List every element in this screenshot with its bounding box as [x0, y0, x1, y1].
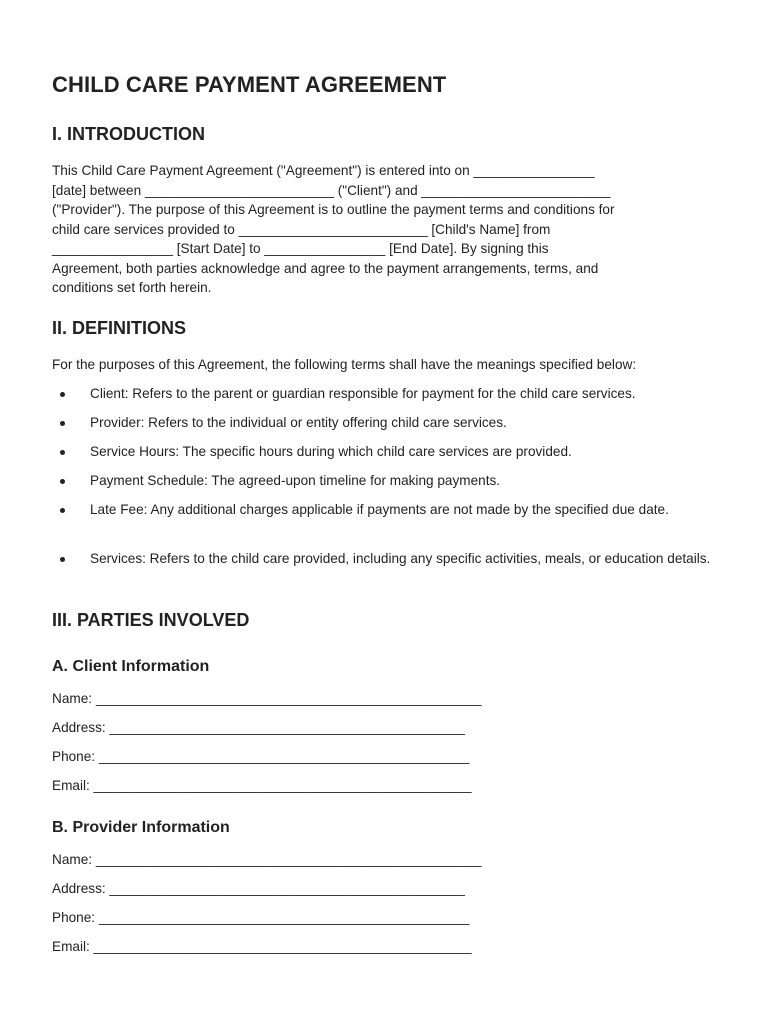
bullet-icon: [60, 557, 65, 562]
client-info-heading: A. Client Information: [52, 658, 210, 675]
client-email-field[interactable]: Email: __________________________________________________: [52, 778, 472, 793]
definition-text: Client: Refers to the parent or guardian responsible for payment for the child care services.: [90, 386, 636, 401]
introduction-line: child care services provided to _________________________ [Child's Name] from: [52, 221, 551, 237]
definition-text: Services: Refers to the child care provided, including any specific activities, meals, or education details.: [90, 551, 711, 566]
parties-heading: III. PARTIES INVOLVED: [52, 610, 250, 630]
client-phone-field[interactable]: Phone: _________________________________________________: [52, 749, 470, 764]
introduction-line: ________________ [Start Date] to ________________ [End Date]. By signing this: [52, 241, 549, 256]
provider-name-field[interactable]: Name: ___________________________________________________: [52, 852, 482, 867]
introduction-heading: I. INTRODUCTION: [52, 124, 205, 144]
bullet-icon: [60, 392, 65, 397]
bullet-icon: [60, 479, 65, 484]
provider-email-field[interactable]: Email: __________________________________________________: [52, 939, 472, 954]
introduction-paragraph: [52, 161, 615, 298]
introduction-line: ("Provider"). The purpose of this Agreement is to outline the payment terms and conditions for: [52, 202, 615, 217]
provider-phone-field[interactable]: Phone: _________________________________________________: [52, 910, 470, 925]
bullet-icon: [60, 508, 65, 513]
definitions-heading: II. DEFINITIONS: [52, 318, 187, 338]
definition-text: Provider: Refers to the individual or entity offering child care services.: [90, 415, 507, 430]
client-name-field[interactable]: Name: ___________________________________________________: [52, 691, 482, 706]
bullet-icon: [60, 421, 65, 426]
provider-info-heading: B. Provider Information: [52, 819, 230, 836]
definition-text: Service Hours: The specific hours during which child care services are provided.: [90, 444, 572, 459]
provider-address-field[interactable]: Address: _______________________________________________: [52, 881, 465, 896]
introduction-line: This Child Care Payment Agreement ("Agreement") is entered into on ________________: [52, 163, 595, 178]
definitions-intro: For the purposes of this Agreement, the following terms shall have the meanings specified below:: [52, 357, 637, 372]
document-title: CHILD CARE PAYMENT AGREEMENT: [52, 72, 447, 97]
introduction-line: conditions set forth herein.: [52, 280, 212, 295]
definition-text: Payment Schedule: The agreed-upon timeline for making payments.: [90, 473, 501, 488]
client-address-field[interactable]: Address: _______________________________________________: [52, 720, 465, 735]
definition-text: Late Fee: Any additional charges applicable if payments are not made by the specified due date.: [90, 502, 669, 517]
introduction-line: Agreement, both parties acknowledge and agree to the payment arrangements, terms, and: [52, 260, 599, 276]
introduction-line: [date] between _________________________ ("Client") and _________________________: [52, 182, 611, 198]
bullet-icon: [60, 450, 65, 455]
